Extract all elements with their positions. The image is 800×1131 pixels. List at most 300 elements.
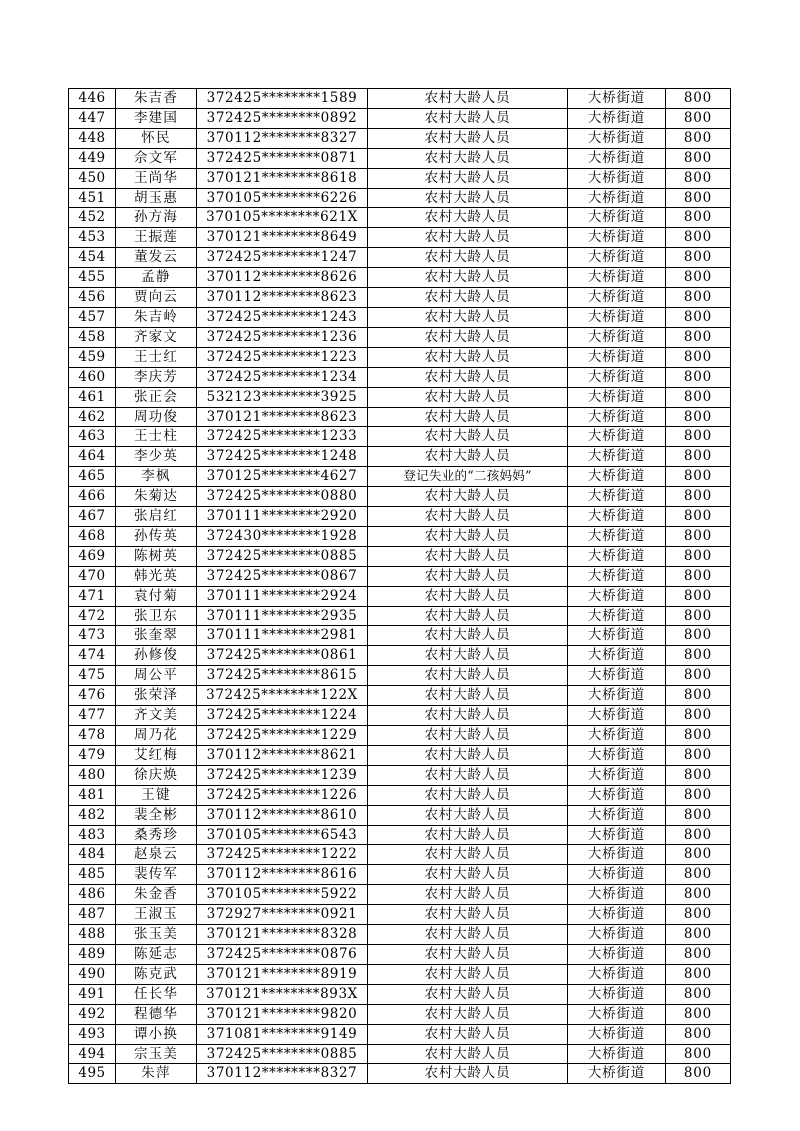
row-amount: 800: [666, 208, 731, 228]
row-category: 农村大龄人员: [368, 825, 568, 845]
row-district: 大桥街道: [568, 964, 666, 984]
row-sequence-number: 451: [69, 188, 116, 208]
table-row: [69, 248, 731, 268]
row-amount: 800: [666, 785, 731, 805]
table-row: [69, 208, 731, 228]
row-category: 农村大龄人员: [368, 984, 568, 1004]
row-person-name: 李建国: [116, 108, 197, 128]
table-row: [69, 307, 731, 327]
row-district: 大桥街道: [568, 785, 666, 805]
row-amount: 800: [666, 268, 731, 288]
row-sequence-number: 473: [69, 626, 116, 646]
row-person-name: 胡玉惠: [116, 188, 197, 208]
row-id-number: 370112********8626: [197, 268, 368, 288]
table-row: [69, 487, 731, 507]
row-sequence-number: 474: [69, 646, 116, 666]
row-sequence-number: 472: [69, 606, 116, 626]
table-row: [69, 984, 731, 1004]
row-amount: 800: [666, 1044, 731, 1064]
row-category: 农村大龄人员: [368, 626, 568, 646]
row-category: 农村大龄人员: [368, 885, 568, 905]
table-row: [69, 944, 731, 964]
row-amount: 800: [666, 825, 731, 845]
row-district: 大桥街道: [568, 347, 666, 367]
row-id-number: 370121********9820: [197, 1004, 368, 1024]
row-sequence-number: 471: [69, 586, 116, 606]
row-district: 大桥街道: [568, 307, 666, 327]
row-amount: 800: [666, 427, 731, 447]
row-category: 农村大龄人员: [368, 1024, 568, 1044]
row-id-number: 372425********0892: [197, 108, 368, 128]
row-category: 农村大龄人员: [368, 228, 568, 248]
row-amount: 800: [666, 1064, 731, 1084]
row-sequence-number: 486: [69, 885, 116, 905]
row-district: 大桥街道: [568, 765, 666, 785]
table-row: [69, 726, 731, 746]
row-category: 农村大龄人员: [368, 586, 568, 606]
table-row: [69, 885, 731, 905]
row-category: 农村大龄人员: [368, 347, 568, 367]
row-category: 农村大龄人员: [368, 1004, 568, 1024]
row-sequence-number: 485: [69, 865, 116, 885]
row-amount: 800: [666, 467, 731, 487]
row-id-number: 370121********8623: [197, 407, 368, 427]
row-sequence-number: 475: [69, 666, 116, 686]
table-row: [69, 447, 731, 467]
row-id-number: 370105********5922: [197, 885, 368, 905]
table-row: [69, 845, 731, 865]
row-district: 大桥街道: [568, 268, 666, 288]
row-id-number: 370112********8616: [197, 865, 368, 885]
row-person-name: 张正会: [116, 387, 197, 407]
row-sequence-number: 464: [69, 447, 116, 467]
row-amount: 800: [666, 327, 731, 347]
table-row: [69, 825, 731, 845]
row-id-number: 372425********0871: [197, 148, 368, 168]
row-person-name: 张启红: [116, 507, 197, 527]
row-district: 大桥街道: [568, 89, 666, 109]
table-row: [69, 1064, 731, 1084]
row-sequence-number: 453: [69, 228, 116, 248]
row-amount: 800: [666, 407, 731, 427]
row-amount: 800: [666, 984, 731, 1004]
row-id-number: 370112********8623: [197, 288, 368, 308]
row-person-name: 贾向云: [116, 288, 197, 308]
row-category: 农村大龄人员: [368, 666, 568, 686]
row-district: 大桥街道: [568, 805, 666, 825]
row-id-number: 372927********0921: [197, 905, 368, 925]
row-amount: 800: [666, 805, 731, 825]
row-sequence-number: 495: [69, 1064, 116, 1084]
row-amount: 800: [666, 108, 731, 128]
table-row: [69, 566, 731, 586]
row-sequence-number: 480: [69, 765, 116, 785]
row-district: 大桥街道: [568, 507, 666, 527]
row-person-name: 裴传军: [116, 865, 197, 885]
row-district: 大桥街道: [568, 726, 666, 746]
table-row: [69, 666, 731, 686]
row-id-number: 370121********893X: [197, 984, 368, 1004]
row-id-number: 370105********621X: [197, 208, 368, 228]
row-category: 农村大龄人员: [368, 148, 568, 168]
row-id-number: 372425********0885: [197, 546, 368, 566]
row-id-number: 372425********1248: [197, 447, 368, 467]
row-sequence-number: 489: [69, 944, 116, 964]
row-sequence-number: 476: [69, 686, 116, 706]
row-person-name: 张荣泽: [116, 686, 197, 706]
row-person-name: 周乃花: [116, 726, 197, 746]
table-row: [69, 686, 731, 706]
row-sequence-number: 481: [69, 785, 116, 805]
row-person-name: 周功俊: [116, 407, 197, 427]
row-amount: 800: [666, 626, 731, 646]
row-person-name: 孙传英: [116, 526, 197, 546]
row-category: 农村大龄人员: [368, 805, 568, 825]
row-person-name: 程德华: [116, 1004, 197, 1024]
row-person-name: 王士柱: [116, 427, 197, 447]
row-id-number: 372425********8615: [197, 666, 368, 686]
row-district: 大桥街道: [568, 526, 666, 546]
table-row: [69, 805, 731, 825]
row-category: 农村大龄人员: [368, 1064, 568, 1084]
row-sequence-number: 492: [69, 1004, 116, 1024]
row-person-name: 孙修俊: [116, 646, 197, 666]
row-amount: 800: [666, 387, 731, 407]
table-row: [69, 288, 731, 308]
table-row: [69, 367, 731, 387]
row-amount: 800: [666, 367, 731, 387]
row-id-number: 370105********6543: [197, 825, 368, 845]
roster-table-body: [69, 89, 731, 1084]
row-district: 大桥街道: [568, 1064, 666, 1084]
table-row: [69, 148, 731, 168]
row-category: 农村大龄人员: [368, 487, 568, 507]
table-row: [69, 1004, 731, 1024]
row-sequence-number: 465: [69, 467, 116, 487]
row-amount: 800: [666, 1004, 731, 1024]
row-sequence-number: 482: [69, 805, 116, 825]
row-id-number: 372425********122X: [197, 686, 368, 706]
row-person-name: 张奎翠: [116, 626, 197, 646]
row-amount: 800: [666, 1024, 731, 1044]
row-person-name: 王淑玉: [116, 905, 197, 925]
row-amount: 800: [666, 288, 731, 308]
row-amount: 800: [666, 507, 731, 527]
row-district: 大桥街道: [568, 427, 666, 447]
row-district: 大桥街道: [568, 944, 666, 964]
row-id-number: 372425********1234: [197, 367, 368, 387]
row-person-name: 李枫: [116, 467, 197, 487]
row-category: 农村大龄人员: [368, 407, 568, 427]
roster-table-container: [68, 88, 730, 1084]
table-row: [69, 188, 731, 208]
table-row: [69, 108, 731, 128]
row-amount: 800: [666, 128, 731, 148]
row-district: 大桥街道: [568, 606, 666, 626]
row-id-number: 370111********2981: [197, 626, 368, 646]
row-category: 农村大龄人员: [368, 944, 568, 964]
row-id-number: 370111********2924: [197, 586, 368, 606]
row-id-number: 370112********8327: [197, 128, 368, 148]
row-id-number: 370121********8919: [197, 964, 368, 984]
row-category: 农村大龄人员: [368, 765, 568, 785]
row-amount: 800: [666, 566, 731, 586]
row-sequence-number: 469: [69, 546, 116, 566]
row-sequence-number: 468: [69, 526, 116, 546]
row-category: 农村大龄人员: [368, 168, 568, 188]
row-amount: 800: [666, 964, 731, 984]
row-category: 农村大龄人员: [368, 964, 568, 984]
row-sequence-number: 494: [69, 1044, 116, 1064]
row-person-name: 齐文美: [116, 706, 197, 726]
row-district: 大桥街道: [568, 566, 666, 586]
row-person-name: 王尚华: [116, 168, 197, 188]
row-category: 登记失业的“二孩妈妈”: [368, 467, 568, 487]
row-id-number: 370105********6226: [197, 188, 368, 208]
row-district: 大桥街道: [568, 248, 666, 268]
row-district: 大桥街道: [568, 487, 666, 507]
row-person-name: 韩光英: [116, 566, 197, 586]
row-person-name: 齐家文: [116, 327, 197, 347]
row-sequence-number: 460: [69, 367, 116, 387]
row-person-name: 宗玉美: [116, 1044, 197, 1064]
row-district: 大桥街道: [568, 447, 666, 467]
row-sequence-number: 461: [69, 387, 116, 407]
row-id-number: 370121********8649: [197, 228, 368, 248]
table-row: [69, 507, 731, 527]
table-row: [69, 89, 731, 109]
row-district: 大桥街道: [568, 128, 666, 148]
row-id-number: 370112********8621: [197, 745, 368, 765]
row-district: 大桥街道: [568, 646, 666, 666]
table-row: [69, 964, 731, 984]
table-row: [69, 407, 731, 427]
row-category: 农村大龄人员: [368, 726, 568, 746]
row-id-number: 370112********8610: [197, 805, 368, 825]
row-district: 大桥街道: [568, 666, 666, 686]
row-amount: 800: [666, 487, 731, 507]
row-person-name: 陈树英: [116, 546, 197, 566]
table-row: [69, 706, 731, 726]
table-row: [69, 467, 731, 487]
row-amount: 800: [666, 765, 731, 785]
row-amount: 800: [666, 148, 731, 168]
row-person-name: 艾红梅: [116, 745, 197, 765]
row-id-number: 372425********1239: [197, 765, 368, 785]
row-category: 农村大龄人员: [368, 865, 568, 885]
row-person-name: 朱萍: [116, 1064, 197, 1084]
row-amount: 800: [666, 686, 731, 706]
row-district: 大桥街道: [568, 984, 666, 1004]
row-id-number: 372425********1222: [197, 845, 368, 865]
row-district: 大桥街道: [568, 1044, 666, 1064]
row-sequence-number: 447: [69, 108, 116, 128]
row-category: 农村大龄人员: [368, 1044, 568, 1064]
row-id-number: 372425********0876: [197, 944, 368, 964]
row-sequence-number: 452: [69, 208, 116, 228]
row-person-name: 徐庆焕: [116, 765, 197, 785]
row-amount: 800: [666, 188, 731, 208]
row-category: 农村大龄人员: [368, 387, 568, 407]
row-sequence-number: 448: [69, 128, 116, 148]
table-row: [69, 327, 731, 347]
row-sequence-number: 463: [69, 427, 116, 447]
row-person-name: 裴全彬: [116, 805, 197, 825]
row-sequence-number: 462: [69, 407, 116, 427]
table-row: [69, 268, 731, 288]
row-amount: 800: [666, 526, 731, 546]
row-category: 农村大龄人员: [368, 268, 568, 288]
row-sequence-number: 490: [69, 964, 116, 984]
row-amount: 800: [666, 248, 731, 268]
row-amount: 800: [666, 706, 731, 726]
row-amount: 800: [666, 745, 731, 765]
row-person-name: 佘文军: [116, 148, 197, 168]
row-id-number: 372425********1233: [197, 427, 368, 447]
row-sequence-number: 456: [69, 288, 116, 308]
row-person-name: 李庆芳: [116, 367, 197, 387]
row-sequence-number: 487: [69, 905, 116, 925]
row-category: 农村大龄人员: [368, 108, 568, 128]
table-row: [69, 427, 731, 447]
row-district: 大桥街道: [568, 148, 666, 168]
row-district: 大桥街道: [568, 228, 666, 248]
row-sequence-number: 477: [69, 706, 116, 726]
row-sequence-number: 466: [69, 487, 116, 507]
row-person-name: 孙方海: [116, 208, 197, 228]
row-person-name: 周公平: [116, 666, 197, 686]
row-sequence-number: 491: [69, 984, 116, 1004]
row-id-number: 372425********1589: [197, 89, 368, 109]
row-category: 农村大龄人员: [368, 427, 568, 447]
row-person-name: 袁付菊: [116, 586, 197, 606]
row-amount: 800: [666, 726, 731, 746]
row-person-name: 桑秀珍: [116, 825, 197, 845]
row-sequence-number: 459: [69, 347, 116, 367]
row-category: 农村大龄人员: [368, 507, 568, 527]
row-amount: 800: [666, 646, 731, 666]
table-row: [69, 626, 731, 646]
row-amount: 800: [666, 845, 731, 865]
row-person-name: 朱吉香: [116, 89, 197, 109]
row-id-number: 372425********0861: [197, 646, 368, 666]
row-person-name: 李少英: [116, 447, 197, 467]
row-id-number: 372425********1229: [197, 726, 368, 746]
row-district: 大桥街道: [568, 865, 666, 885]
row-district: 大桥街道: [568, 467, 666, 487]
row-category: 农村大龄人员: [368, 447, 568, 467]
table-row: [69, 546, 731, 566]
row-district: 大桥街道: [568, 706, 666, 726]
row-sequence-number: 470: [69, 566, 116, 586]
row-district: 大桥街道: [568, 188, 666, 208]
row-person-name: 张玉美: [116, 925, 197, 945]
row-person-name: 陈克武: [116, 964, 197, 984]
row-person-name: 陈延志: [116, 944, 197, 964]
row-amount: 800: [666, 885, 731, 905]
row-category: 农村大龄人员: [368, 526, 568, 546]
row-person-name: 怀民: [116, 128, 197, 148]
row-district: 大桥街道: [568, 885, 666, 905]
row-id-number: 371081********9149: [197, 1024, 368, 1044]
table-row: [69, 925, 731, 945]
row-sequence-number: 479: [69, 745, 116, 765]
row-person-name: 赵泉云: [116, 845, 197, 865]
row-sequence-number: 458: [69, 327, 116, 347]
row-id-number: 372425********0885: [197, 1044, 368, 1064]
table-row: [69, 646, 731, 666]
row-amount: 800: [666, 944, 731, 964]
row-id-number: 372430********1928: [197, 526, 368, 546]
row-sequence-number: 446: [69, 89, 116, 109]
table-row: [69, 606, 731, 626]
row-id-number: 372425********1236: [197, 327, 368, 347]
row-sequence-number: 483: [69, 825, 116, 845]
row-district: 大桥街道: [568, 1024, 666, 1044]
row-id-number: 372425********1223: [197, 347, 368, 367]
row-id-number: 372425********0880: [197, 487, 368, 507]
row-category: 农村大龄人员: [368, 845, 568, 865]
row-person-name: 任长华: [116, 984, 197, 1004]
row-category: 农村大龄人员: [368, 307, 568, 327]
roster-table: [68, 88, 731, 1084]
row-id-number: 372425********0867: [197, 566, 368, 586]
row-category: 农村大龄人员: [368, 905, 568, 925]
row-category: 农村大龄人员: [368, 327, 568, 347]
row-district: 大桥街道: [568, 367, 666, 387]
row-sequence-number: 455: [69, 268, 116, 288]
row-person-name: 孟静: [116, 268, 197, 288]
row-person-name: 王键: [116, 785, 197, 805]
row-id-number: 372425********1243: [197, 307, 368, 327]
table-row: [69, 1024, 731, 1044]
row-district: 大桥街道: [568, 905, 666, 925]
row-person-name: 朱金香: [116, 885, 197, 905]
row-amount: 800: [666, 586, 731, 606]
row-amount: 800: [666, 546, 731, 566]
row-district: 大桥街道: [568, 925, 666, 945]
table-row: [69, 387, 731, 407]
table-row: [69, 168, 731, 188]
row-district: 大桥街道: [568, 845, 666, 865]
table-row: [69, 905, 731, 925]
table-row: [69, 347, 731, 367]
row-amount: 800: [666, 925, 731, 945]
row-category: 农村大龄人员: [368, 706, 568, 726]
row-amount: 800: [666, 905, 731, 925]
row-amount: 800: [666, 228, 731, 248]
row-id-number: 372425********1247: [197, 248, 368, 268]
row-person-name: 张卫东: [116, 606, 197, 626]
row-district: 大桥街道: [568, 745, 666, 765]
row-district: 大桥街道: [568, 1004, 666, 1024]
row-category: 农村大龄人员: [368, 128, 568, 148]
row-id-number: 370121********8618: [197, 168, 368, 188]
row-district: 大桥街道: [568, 546, 666, 566]
row-person-name: 王士红: [116, 347, 197, 367]
row-id-number: 372425********1226: [197, 785, 368, 805]
row-category: 农村大龄人员: [368, 248, 568, 268]
row-category: 农村大龄人员: [368, 686, 568, 706]
row-district: 大桥街道: [568, 327, 666, 347]
table-row: [69, 785, 731, 805]
row-sequence-number: 454: [69, 248, 116, 268]
row-id-number: 370125********4627: [197, 467, 368, 487]
row-sequence-number: 467: [69, 507, 116, 527]
row-amount: 800: [666, 606, 731, 626]
row-category: 农村大龄人员: [368, 188, 568, 208]
row-category: 农村大龄人员: [368, 89, 568, 109]
